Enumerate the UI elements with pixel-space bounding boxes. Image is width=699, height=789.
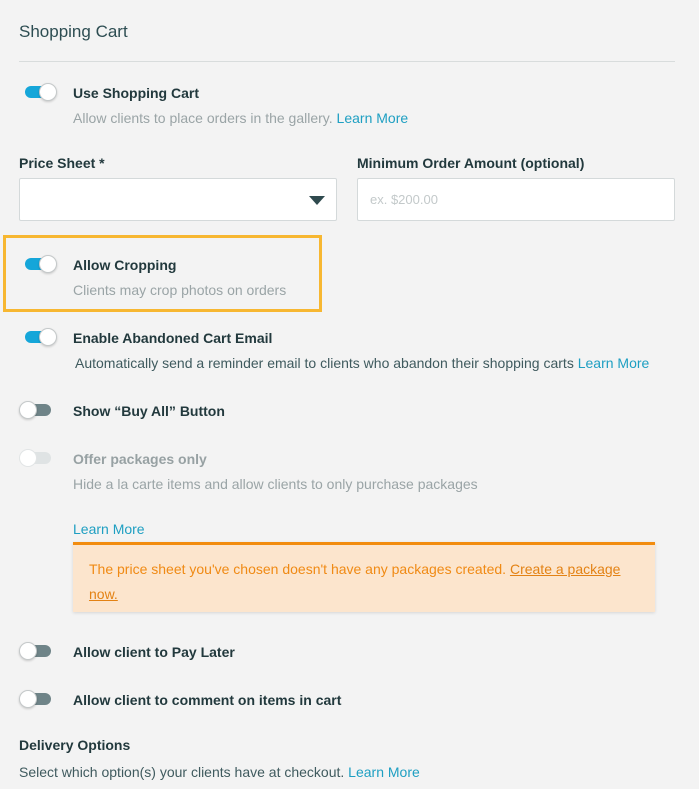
price-sheet-select[interactable] [19, 178, 337, 221]
chevron-down-icon [309, 196, 325, 205]
abandoned-cart-email-toggle[interactable] [23, 328, 57, 346]
minimum-order-label: Minimum Order Amount (optional) [357, 155, 585, 171]
use-shopping-cart-label: Use Shopping Cart [73, 85, 200, 101]
offer-packages-description: Hide a la carte items and allow clients to only purchase packages [73, 476, 478, 492]
buy-all-label: Show “Buy All” Button [73, 403, 225, 419]
use-shopping-cart-desc-text: Allow clients to place orders in the gallery. [73, 110, 333, 126]
page-title: Shopping Cart [19, 22, 128, 41]
allow-cropping-label: Allow Cropping [73, 257, 177, 273]
price-sheet-label: Price Sheet * [19, 155, 105, 171]
use-shopping-cart-toggle[interactable] [23, 83, 57, 101]
cropping-highlight-box [3, 235, 322, 312]
abandoned-cart-email-label: Enable Abandoned Cart Email [73, 330, 273, 346]
offer-packages-toggle[interactable] [19, 449, 53, 467]
pay-later-label: Allow client to Pay Later [73, 644, 235, 660]
abandoned-cart-desc-text: Automatically send a reminder email to clients who abandon their shopping carts [75, 355, 574, 371]
packages-warning-banner [73, 542, 655, 612]
abandoned-cart-learn-more-link[interactable]: Learn More [577, 355, 650, 371]
offer-packages-label: Offer packages only [73, 451, 207, 467]
warning-text: The price sheet you've chosen doesn't have any packages created. [89, 561, 507, 577]
offer-packages-learn-more-link[interactable]: Learn More [73, 521, 145, 537]
delivery-options-description [19, 764, 420, 780]
pay-later-toggle[interactable] [19, 642, 53, 660]
comment-items-label: Allow client to comment on items in cart [73, 692, 342, 708]
toggle-knob [19, 642, 37, 660]
divider [19, 61, 675, 62]
toggle-knob [39, 328, 57, 346]
minimum-order-input[interactable] [357, 178, 675, 221]
toggle-knob [19, 449, 37, 467]
buy-all-toggle[interactable] [19, 401, 53, 419]
allow-cropping-toggle[interactable] [23, 255, 57, 273]
delivery-desc-text: Select which option(s) your clients have at checkout. [19, 764, 345, 780]
comment-items-toggle[interactable] [19, 690, 53, 708]
delivery-learn-more-link[interactable]: Learn More [348, 764, 420, 780]
allow-cropping-description: Clients may crop photos on orders [73, 282, 287, 298]
abandoned-cart-email-description [75, 355, 649, 371]
toggle-knob [39, 255, 57, 273]
use-shopping-cart-learn-more-link[interactable]: Learn More [336, 110, 409, 126]
use-shopping-cart-description [73, 110, 408, 126]
delivery-options-heading: Delivery Options [19, 737, 131, 753]
create-package-link[interactable]: Create a package now. [89, 561, 621, 602]
toggle-knob [19, 401, 37, 419]
toggle-knob [39, 83, 57, 101]
toggle-knob [19, 690, 37, 708]
